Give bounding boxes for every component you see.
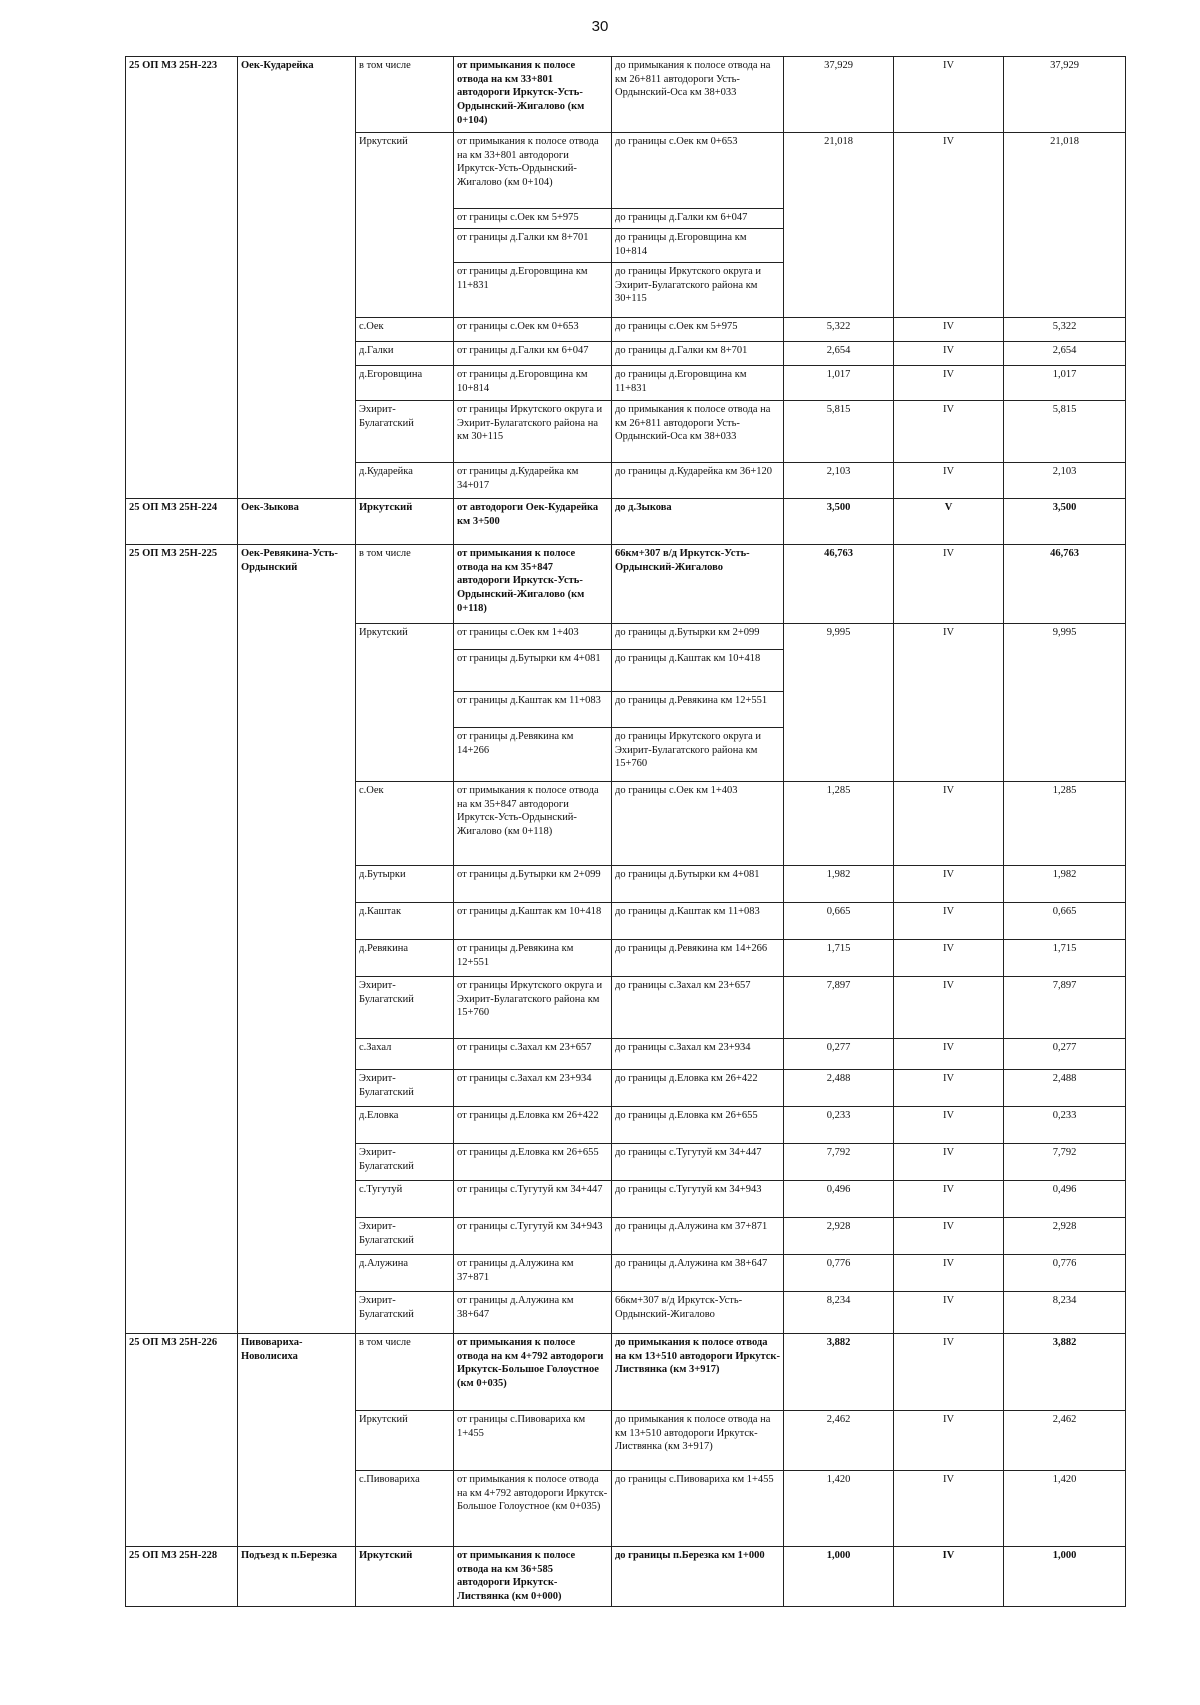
length: 8,234 — [784, 1292, 894, 1334]
segment-to: до границы п.Березка км 1+000 — [612, 1547, 784, 1607]
segment-from: от границы д.Егоровщина км 11+831 — [454, 263, 612, 318]
segment-to: до границы д.Кударейка км 36+120 — [612, 463, 784, 499]
segment-from: от границы д.Еловка км 26+655 — [454, 1144, 612, 1181]
segment-to: до границы д.Каштак км 10+418 — [612, 650, 784, 692]
segment-from: от границы с.Оек км 5+975 — [454, 209, 612, 229]
segment-to: до границы с.Захал км 23+934 — [612, 1039, 784, 1070]
segment-from: от границы с.Захал км 23+657 — [454, 1039, 612, 1070]
roads-table — [125, 56, 1126, 1607]
segment-from: от границы д.Бутырки км 4+081 — [454, 650, 612, 692]
segment-to: до примыкания к полосе отвода на км 26+811 автодороги Усть-Ордынский-Оса км 38+033 — [612, 401, 784, 463]
segment-to: 66км+307 в/д Иркутск-Усть-Ордынский-Жигалово — [612, 1292, 784, 1334]
segment-from: от границы с.Тугутуй км 34+447 — [454, 1181, 612, 1218]
length: 1,017 — [784, 366, 894, 401]
segment-to: до границы с.Захал км 23+657 — [612, 977, 784, 1039]
total: 5,322 — [1004, 318, 1126, 342]
segment-from: от примыкания к полосе отвода на км 35+847 автодороги Иркутск-Усть-Ордынский-Жигалово (км 0+118) — [454, 545, 612, 624]
segment-from: от примыкания к полосе отвода на км 4+792 автодороги Иркутск-Большое Голоустное (км 0+035) — [454, 1471, 612, 1547]
segment-to: до границы д.Ревякина км 14+266 — [612, 940, 784, 977]
district: Иркутский — [356, 133, 454, 318]
segment-from: от границы с.Оек км 1+403 — [454, 624, 612, 650]
length: 3,882 — [784, 1334, 894, 1411]
length: 5,322 — [784, 318, 894, 342]
total: 46,763 — [1004, 545, 1126, 624]
segment-from: от границы д.Алужина км 38+647 — [454, 1292, 612, 1334]
district: д.Ревякина — [356, 940, 454, 977]
district: Эхирит-Булагатский — [356, 1292, 454, 1334]
length: 7,897 — [784, 977, 894, 1039]
category: IV — [894, 342, 1004, 366]
district: д.Каштак — [356, 903, 454, 940]
length: 2,654 — [784, 342, 894, 366]
segment-from: от границы с.Захал км 23+934 — [454, 1070, 612, 1107]
category: IV — [894, 1334, 1004, 1411]
length: 0,277 — [784, 1039, 894, 1070]
total: 0,277 — [1004, 1039, 1126, 1070]
segment-from: от примыкания к полосе отвода на км 33+801 автодороги Иркутск-Усть-Ордынский-Жигалово (км 0+104) — [454, 133, 612, 209]
segment-from: от границы д.Галки км 8+701 — [454, 229, 612, 263]
category: IV — [894, 977, 1004, 1039]
page-number: 30 — [591, 18, 609, 35]
category: IV — [894, 57, 1004, 133]
district: с.Оек — [356, 782, 454, 866]
length: 2,928 — [784, 1218, 894, 1255]
length: 5,815 — [784, 401, 894, 463]
length: 0,776 — [784, 1255, 894, 1292]
length: 21,018 — [784, 133, 894, 318]
length: 1,982 — [784, 866, 894, 903]
segment-to: до примыкания к полосе отвода на км 13+510 автодороги Иркутск-Листвянка (км 3+917) — [612, 1411, 784, 1471]
length: 3,500 — [784, 499, 894, 545]
category: IV — [894, 1070, 1004, 1107]
category: IV — [894, 133, 1004, 318]
segment-to: до границы д.Алужина км 37+871 — [612, 1218, 784, 1255]
segment-to: до границы д.Каштак км 11+083 — [612, 903, 784, 940]
district: д.Галки — [356, 342, 454, 366]
segment-from: от границы д.Алужина км 37+871 — [454, 1255, 612, 1292]
segment-to: до границы д.Еловка км 26+422 — [612, 1070, 784, 1107]
segment-to: до границы с.Пивовариха км 1+455 — [612, 1471, 784, 1547]
district: Эхирит-Булагатский — [356, 977, 454, 1039]
total: 0,665 — [1004, 903, 1126, 940]
category: IV — [894, 624, 1004, 782]
segment-to: до границы д.Егоровщина км 11+831 — [612, 366, 784, 401]
segment-from: от границы с.Оек км 0+653 — [454, 318, 612, 342]
segment-from: от границы д.Каштак км 10+418 — [454, 903, 612, 940]
length: 1,000 — [784, 1547, 894, 1607]
length: 7,792 — [784, 1144, 894, 1181]
segment-to: до границы д.Галки км 6+047 — [612, 209, 784, 229]
district: с.Захал — [356, 1039, 454, 1070]
segment-from: от примыкания к полосе отвода на км 35+847 автодороги Иркутск-Усть-Ордынский-Жигалово (км 0+118) — [454, 782, 612, 866]
segment-to: до границы с.Тугутуй км 34+447 — [612, 1144, 784, 1181]
category: IV — [894, 782, 1004, 866]
segment-to: до примыкания к полосе отвода на км 26+811 автодороги Усть-Ордынский-Оса км 38+033 — [612, 57, 784, 133]
total: 7,792 — [1004, 1144, 1126, 1181]
road-id: 25 ОП МЗ 25Н-223 — [126, 57, 238, 499]
category: IV — [894, 1292, 1004, 1334]
district: д.Егоровщина — [356, 366, 454, 401]
segment-to: до границы д.Бутырки км 2+099 — [612, 624, 784, 650]
length: 1,285 — [784, 782, 894, 866]
segment-to: до примыкания к полосе отвода на км 13+510 автодороги Иркутск-Листвянка (км 3+917) — [612, 1334, 784, 1411]
district: д.Алужина — [356, 1255, 454, 1292]
total: 37,929 — [1004, 57, 1126, 133]
segment-from: от границы с.Пивовариха км 1+455 — [454, 1411, 612, 1471]
category: IV — [894, 401, 1004, 463]
length: 37,929 — [784, 57, 894, 133]
district: Иркутский — [356, 1547, 454, 1607]
segment-to: до границы с.Оек км 5+975 — [612, 318, 784, 342]
category: IV — [894, 463, 1004, 499]
total: 5,815 — [1004, 401, 1126, 463]
total: 8,234 — [1004, 1292, 1126, 1334]
segment-from: от примыкания к полосе отвода на км 4+792 автодороги Иркутск-Большое Голоустное (км 0+035) — [454, 1334, 612, 1411]
segment-to: до границы с.Оек км 0+653 — [612, 133, 784, 209]
road-id: 25 ОП МЗ 25Н-224 — [126, 499, 238, 545]
segment-from: от границы Иркутского округа и Эхирит-Булагатского района на км 30+115 — [454, 401, 612, 463]
total: 7,897 — [1004, 977, 1126, 1039]
length: 2,103 — [784, 463, 894, 499]
segment-to: до границы Иркутского округа и Эхирит-Булагатского района км 30+115 — [612, 263, 784, 318]
segment-to: до границы д.Еловка км 26+655 — [612, 1107, 784, 1144]
district: с.Тугутуй — [356, 1181, 454, 1218]
total: 1,000 — [1004, 1547, 1126, 1607]
category: V — [894, 499, 1004, 545]
road-name: Подъезд к п.Березка — [238, 1547, 356, 1607]
road-name: Оек-Кударейка — [238, 57, 356, 499]
category: IV — [894, 866, 1004, 903]
total: 0,233 — [1004, 1107, 1126, 1144]
district: в том числе — [356, 545, 454, 624]
segment-to: до границы с.Оек км 1+403 — [612, 782, 784, 866]
total: 2,462 — [1004, 1411, 1126, 1471]
category: IV — [894, 545, 1004, 624]
total: 3,500 — [1004, 499, 1126, 545]
segment-to: до границы д.Ревякина км 12+551 — [612, 692, 784, 728]
category: IV — [894, 1411, 1004, 1471]
segment-from: от примыкания к полосе отвода на км 33+801 автодороги Иркутск-Усть-Ордынский-Жигалово (км 0+104) — [454, 57, 612, 133]
district: Эхирит-Булагатский — [356, 1070, 454, 1107]
total: 2,488 — [1004, 1070, 1126, 1107]
total: 9,995 — [1004, 624, 1126, 782]
total: 1,017 — [1004, 366, 1126, 401]
segment-to: до границы д.Галки км 8+701 — [612, 342, 784, 366]
district: с.Оек — [356, 318, 454, 342]
length: 2,462 — [784, 1411, 894, 1471]
segment-from: от границы д.Егоровщина км 10+814 — [454, 366, 612, 401]
road-id: 25 ОП МЗ 25Н-225 — [126, 545, 238, 1334]
district: Эхирит-Булагатский — [356, 1144, 454, 1181]
segment-from: от границы д.Кударейка км 34+017 — [454, 463, 612, 499]
total: 3,882 — [1004, 1334, 1126, 1411]
road-name: Пивовариха-Новолисиха — [238, 1334, 356, 1547]
segment-to: до границы д.Егоровщина км 10+814 — [612, 229, 784, 263]
segment-to: до д.Зыкова — [612, 499, 784, 545]
district: Эхирит-Булагатский — [356, 401, 454, 463]
segment-from: от примыкания к полосе отвода на км 36+585 автодороги Иркутск-Листвянка (км 0+000) — [454, 1547, 612, 1607]
total: 1,420 — [1004, 1471, 1126, 1547]
segment-from: от границы д.Еловка км 26+422 — [454, 1107, 612, 1144]
segment-from: от границы д.Бутырки км 2+099 — [454, 866, 612, 903]
total: 1,982 — [1004, 866, 1126, 903]
road-name: Оек-Ревякина-Усть-Ордынский — [238, 545, 356, 1334]
length: 0,496 — [784, 1181, 894, 1218]
length: 0,665 — [784, 903, 894, 940]
category: IV — [894, 1218, 1004, 1255]
segment-from: от границы Иркутского округа и Эхирит-Булагатского района км 15+760 — [454, 977, 612, 1039]
district: с.Пивовариха — [356, 1471, 454, 1547]
length: 46,763 — [784, 545, 894, 624]
length: 2,488 — [784, 1070, 894, 1107]
total: 2,928 — [1004, 1218, 1126, 1255]
district: Иркутский — [356, 1411, 454, 1471]
segment-from: от границы д.Ревякина км 14+266 — [454, 728, 612, 782]
district: д.Кударейка — [356, 463, 454, 499]
district: д.Еловка — [356, 1107, 454, 1144]
road-id: 25 ОП МЗ 25Н-226 — [126, 1334, 238, 1547]
total: 2,103 — [1004, 463, 1126, 499]
segment-from: от границы д.Каштак км 11+083 — [454, 692, 612, 728]
length: 9,995 — [784, 624, 894, 782]
segment-to: до границы с.Тугутуй км 34+943 — [612, 1181, 784, 1218]
length: 1,715 — [784, 940, 894, 977]
district: в том числе — [356, 1334, 454, 1411]
length: 1,420 — [784, 1471, 894, 1547]
segment-to: до границы Иркутского округа и Эхирит-Булагатского района км 15+760 — [612, 728, 784, 782]
category: IV — [894, 940, 1004, 977]
category: IV — [894, 1181, 1004, 1218]
district: в том числе — [356, 57, 454, 133]
category: IV — [894, 903, 1004, 940]
category: IV — [894, 1255, 1004, 1292]
category: IV — [894, 1471, 1004, 1547]
district: Эхирит-Булагатский — [356, 1218, 454, 1255]
total: 0,776 — [1004, 1255, 1126, 1292]
category: IV — [894, 1107, 1004, 1144]
total: 0,496 — [1004, 1181, 1126, 1218]
total: 1,285 — [1004, 782, 1126, 866]
road-id: 25 ОП МЗ 25Н-228 — [126, 1547, 238, 1607]
category: IV — [894, 1547, 1004, 1607]
total: 21,018 — [1004, 133, 1126, 318]
district: Иркутский — [356, 624, 454, 782]
total: 2,654 — [1004, 342, 1126, 366]
category: IV — [894, 366, 1004, 401]
segment-from: от границы д.Галки км 6+047 — [454, 342, 612, 366]
road-name: Оек-Зыкова — [238, 499, 356, 545]
segment-to: до границы д.Алужина км 38+647 — [612, 1255, 784, 1292]
segment-from: от автодороги Оек-Кударейка км 3+500 — [454, 499, 612, 545]
district: д.Бутырки — [356, 866, 454, 903]
category: IV — [894, 318, 1004, 342]
district: Иркутский — [356, 499, 454, 545]
category: IV — [894, 1039, 1004, 1070]
total: 1,715 — [1004, 940, 1126, 977]
segment-to: до границы д.Бутырки км 4+081 — [612, 866, 784, 903]
segment-from: от границы д.Ревякина км 12+551 — [454, 940, 612, 977]
category: IV — [894, 1144, 1004, 1181]
segment-from: от границы с.Тугутуй км 34+943 — [454, 1218, 612, 1255]
segment-to: 66км+307 в/д Иркутск-Усть-Ордынский-Жигалово — [612, 545, 784, 624]
length: 0,233 — [784, 1107, 894, 1144]
